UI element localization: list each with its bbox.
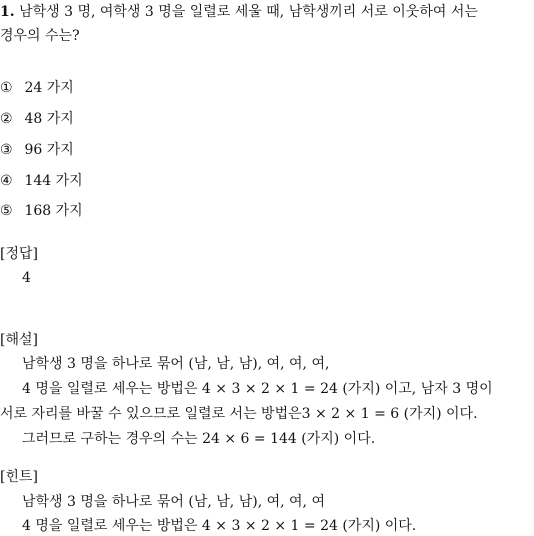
choice-text-2: 48 가지 [24, 111, 74, 127]
choice-item-4[interactable] [0, 171, 83, 191]
choice-mark-1: ① [0, 80, 13, 96]
question-number: 1. [0, 4, 15, 20]
question-line-2 [0, 26, 80, 46]
explanation-line-4: 그러므로 구하는 경우의 수는 24 × 6 = 144 (가지) 이다. [22, 431, 376, 447]
question-text-2: 경우의 수는? [0, 28, 80, 44]
choice-item-5[interactable] [0, 201, 83, 221]
choice-mark-2: ② [0, 111, 13, 127]
choice-item-3[interactable] [0, 140, 74, 160]
explanation-heading: [해설] [0, 332, 38, 348]
explanation-line-3: 서로 자리를 바꿀 수 있으므로 일렬로 서는 방법은3 × 2 × 1 = 6 (가지) 이다. [0, 406, 478, 422]
explanation-line-2: 4 명을 일렬로 세우는 방법은 4 × 3 × 2 × 1 = 24 (가지) 이고, 남자 3 명이 [22, 381, 493, 397]
choice-text-5: 168 가지 [24, 203, 83, 219]
hint-heading: [힌트] [0, 469, 38, 485]
hint-line-1: 남학생 3 명을 하나로 묶어 (남, 남, 남), 여, 여, 여 [22, 494, 325, 510]
explanation-line-1: 남학생 3 명을 하나로 묶어 (남, 남, 남), 여, 여, 여, [22, 356, 330, 372]
choice-item-1[interactable] [0, 78, 74, 98]
choice-mark-4: ④ [0, 173, 13, 189]
choice-text-1: 24 가지 [24, 80, 74, 96]
question-text-1: 남학생 3 명, 여학생 3 명을 일렬로 세울 때, 남학생끼리 서로 이웃하여 서는 [19, 4, 478, 20]
choice-text-3: 96 가지 [24, 142, 74, 158]
answer-heading: [정답] [0, 246, 38, 262]
hint-line-2: 4 명을 일렬로 세우는 방법은 4 × 3 × 2 × 1 = 24 (가지) 이다. [22, 518, 417, 534]
answer-value: 4 [22, 270, 31, 286]
choice-mark-5: ⑤ [0, 203, 13, 219]
choice-mark-3: ③ [0, 142, 13, 158]
choice-item-2[interactable] [0, 109, 74, 129]
question-line-1 [0, 2, 478, 22]
choice-text-4: 144 가지 [24, 173, 83, 189]
